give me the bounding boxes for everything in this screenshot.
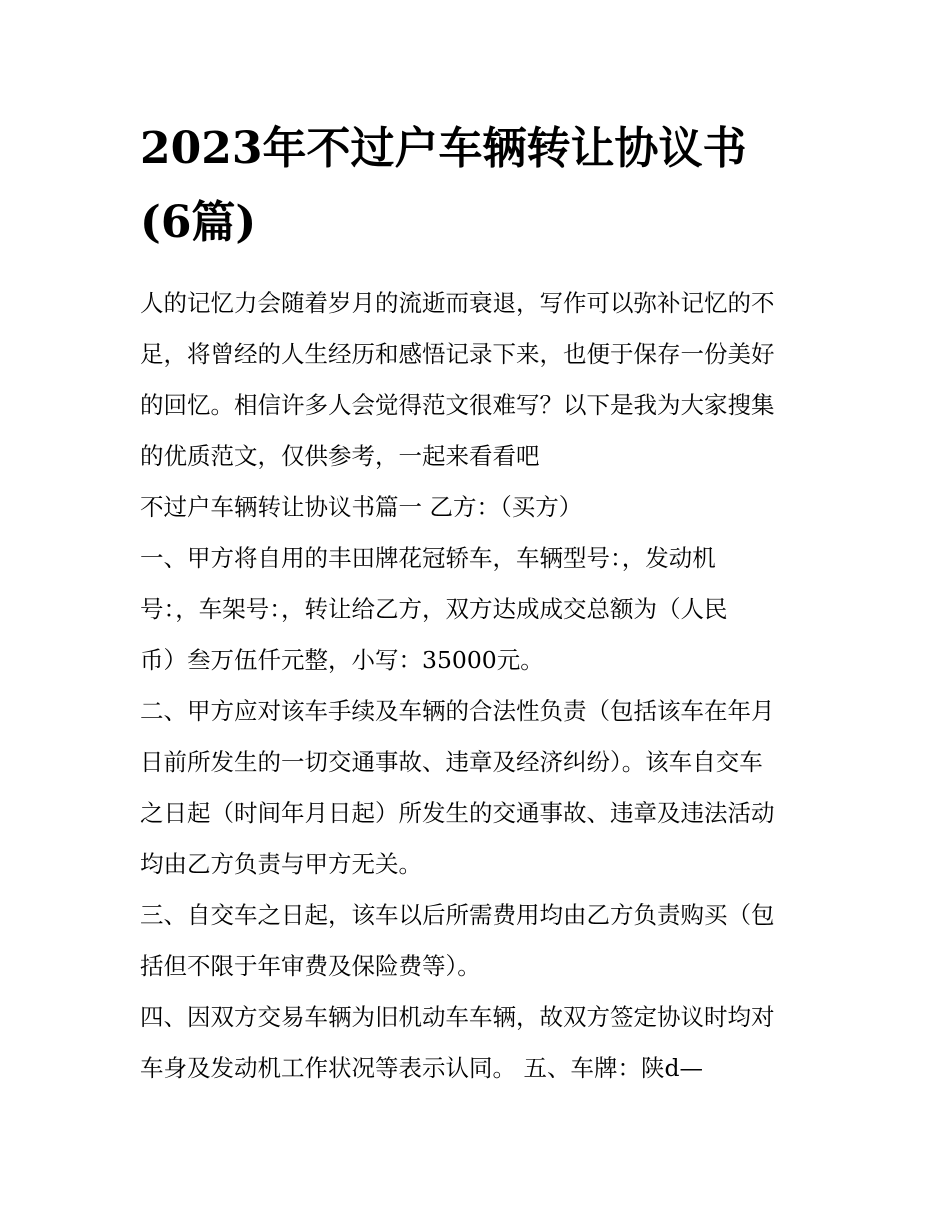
body-line: 一、甲方将自用的丰田牌花冠轿车，车辆型号：，发动机 (140, 544, 716, 572)
body-line: 三、自交车之日起，该车以后所需费用均由乙方负责购买（包 (140, 901, 775, 929)
body-line: 之日起（时间年月日起）所发生的交通事故、违章及违法活动 (140, 799, 775, 827)
section-heading-line: 不过户车辆转让协议书篇一 乙方：（买方） (140, 493, 583, 521)
document-body (140, 278, 816, 1094)
document-title (140, 112, 830, 260)
body-line: 日前所发生的一切交通事故、违章及经济纠纷）。该车自交车 (140, 748, 763, 776)
body-line: 的优质范文，仅供参考，一起来看看吧 (140, 442, 540, 470)
body-line: 四、因双方交易车辆为旧机动车车辆，故双方签定协议时均对 (140, 1003, 775, 1031)
body-line: 足，将曾经的人生经历和感悟记录下来，也便于保存一份美好 (140, 340, 775, 368)
body-line: 二、甲方应对该车手续及车辆的合法性负责（包括该车在年月 (140, 697, 775, 725)
body-line: 的回忆。相信许多人会觉得范文很难写？以下是我为大家搜集 (140, 391, 775, 419)
body-line: 均由乙方负责与甲方无关。 (140, 850, 422, 878)
title-line-1: 2023年不过户车辆转让协议书 (140, 123, 747, 174)
body-line: 车身及发动机工作状况等表示认同。 五、车牌：陕d— (140, 1054, 704, 1082)
body-line: 括但不限于年审费及保险费等）。 (140, 952, 481, 980)
body-line: 号：，车架号：，转让给乙方，双方达成成交总额为（人民 (140, 595, 728, 623)
title-line-2: (6篇) (140, 197, 257, 248)
body-line: 币）叁万伍仟元整，小写：35000元。 (140, 646, 544, 674)
body-line: 人的记忆力会随着岁月的流逝而衰退，写作可以弥补记忆的不 (140, 289, 775, 317)
